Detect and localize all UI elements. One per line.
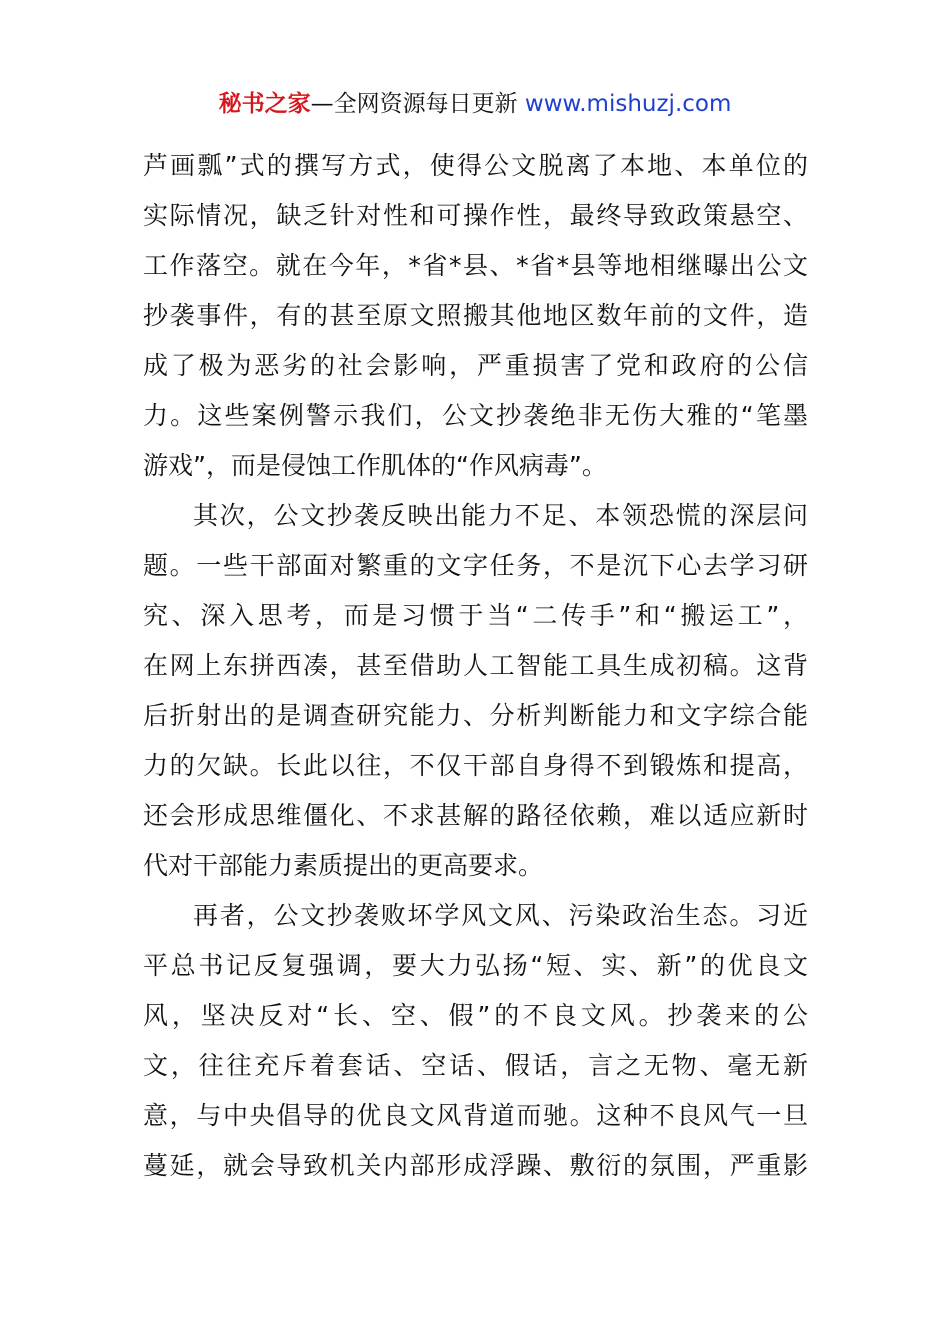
text-line: 风，坚决反对“长、空、假”的不良文风。抄袭来的公 [143,1001,808,1030]
text-line: 究、深入思考，而是习惯于当“二传手”和“搬运工”， [143,601,808,630]
text-line: 成了极为恶劣的社会影响，严重损害了党和政府的公信 [143,351,808,380]
text-line: 在网上东拼西凑，甚至借助人工智能工具生成初稿。这背 [143,651,808,680]
text-line: 游戏”，而是侵蚀工作肌体的“作风病毒”。 [143,451,607,480]
text-line: 抄袭事件，有的甚至原文照搬其他地区数年前的文件，造 [143,301,808,330]
text-line: 芦画瓢”式的撰写方式，使得公文脱离了本地、本单位的 [143,151,808,180]
paragraph-start-line: 其次，公文抄袭反映出能力不足、本领恐慌的深层问 [193,501,808,530]
text-line: 蔓延，就会导致机关内部形成浮躁、敷衍的氛围，严重影 [143,1151,808,1180]
text-line: 工作落空。就在今年，*省*县、*省*县等地相继曝出公文 [143,251,808,280]
site-tagline: —全网资源每日更新 [310,91,518,117]
text-line: 题。一些干部面对繁重的文字任务，不是沉下心去学习研 [143,551,808,580]
text-line: 文，往往充斥着套话、空话、假话，言之无物、毫无新 [143,1051,808,1080]
paragraph-start-line: 再者，公文抄袭败坏学风文风、污染政治生态。习近 [193,901,808,930]
text-line: 平总书记反复强调，要大力弘扬“短、实、新”的优良文 [143,951,808,980]
text-line: 实际情况，缺乏针对性和可操作性，最终导致政策悬空、 [143,201,808,230]
site-brand: 秘书之家 [218,91,311,117]
text-line: 后折射出的是调查研究能力、分析判断能力和文字综合能 [143,701,808,730]
text-line: 意，与中央倡导的优良文风背道而驰。这种不良风气一旦 [143,1101,808,1130]
text-line: 力的欠缺。长此以往，不仅干部自身得不到锻炼和提高， [143,751,808,780]
document-body [143,141,808,1191]
site-header [0,86,950,122]
site-url-link[interactable]: www.mishuzj.com [524,91,732,117]
text-line: 力。这些案例警示我们，公文抄袭绝非无伤大雅的“笔墨 [143,401,808,430]
text-line: 代对干部能力素质提出的更高要求。 [143,851,544,880]
text-line: 还会形成思维僵化、不求甚解的路径依赖，难以适应新时 [143,801,808,830]
